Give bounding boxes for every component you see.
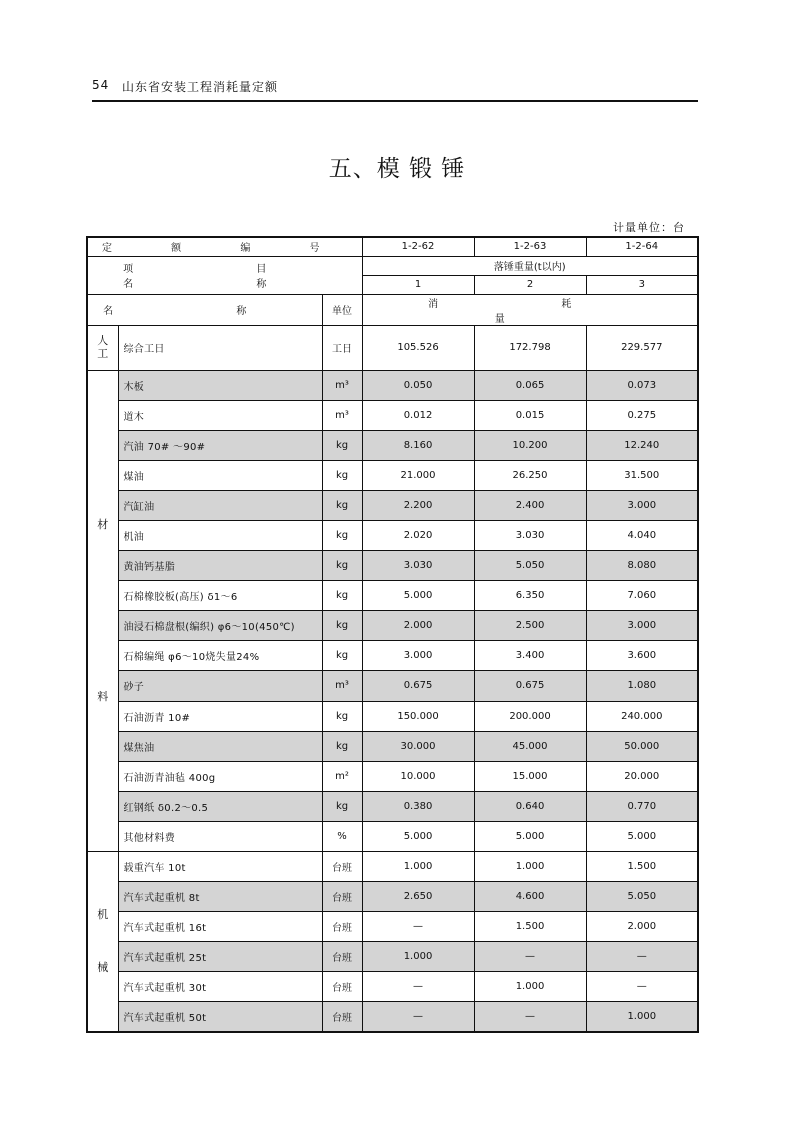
table-row xyxy=(87,882,698,912)
table-row xyxy=(87,490,698,520)
item-unit: m³ xyxy=(322,400,362,430)
item-label: 项 目 名 称 xyxy=(87,256,362,294)
table-row xyxy=(87,731,698,761)
item-unit: 台班 xyxy=(322,882,362,912)
consumption-value: 21.000 xyxy=(362,460,474,490)
table-row xyxy=(87,1002,698,1032)
table-row xyxy=(87,370,698,400)
weight-label: 落锤重量(t以内) xyxy=(362,256,698,275)
item-unit: 台班 xyxy=(322,912,362,942)
item-unit: kg xyxy=(322,791,362,821)
consumption-value: 105.526 xyxy=(362,325,474,370)
item-name: 煤焦油 xyxy=(118,731,322,761)
table-row xyxy=(87,581,698,611)
item-unit: kg xyxy=(322,731,362,761)
item-unit: 工日 xyxy=(322,325,362,370)
table-row xyxy=(87,430,698,460)
item-name: 汽车式起重机 30t xyxy=(118,972,322,1002)
weight-value: 3 xyxy=(586,275,698,294)
consumption-value: — xyxy=(586,972,698,1002)
category-label xyxy=(87,325,118,370)
consumption-value: 2.500 xyxy=(474,611,586,641)
table-row xyxy=(87,821,698,851)
consumption-value: 5.000 xyxy=(362,821,474,851)
consumption-value: 7.060 xyxy=(586,581,698,611)
consumption-value: 5.000 xyxy=(586,821,698,851)
item-name: 油浸石棉盘根(编织) φ6～10(450℃) xyxy=(118,611,322,641)
consumption-value: 1.000 xyxy=(362,852,474,882)
consumption-value: 0.015 xyxy=(474,400,586,430)
item-unit: m² xyxy=(322,761,362,791)
section-title: 五、模 锻 锤 xyxy=(328,156,466,182)
table-row xyxy=(87,912,698,942)
item-name: 煤油 xyxy=(118,460,322,490)
table-row xyxy=(87,972,698,1002)
item-unit: kg xyxy=(322,581,362,611)
consumption-value: 3.030 xyxy=(362,551,474,581)
consumption-value: 3.600 xyxy=(586,641,698,671)
category-label xyxy=(87,370,118,852)
category-char: 材 xyxy=(97,517,109,531)
quota-no: 1-2-64 xyxy=(586,237,698,256)
item-unit: kg xyxy=(322,611,362,641)
quota-no-row xyxy=(87,237,698,256)
table-row xyxy=(87,701,698,731)
item-name: 综合工日 xyxy=(118,325,322,370)
category-char: 机 xyxy=(97,908,109,922)
consumption-value: 26.250 xyxy=(474,460,586,490)
table-row xyxy=(87,551,698,581)
consumption-value: 1.000 xyxy=(474,972,586,1002)
quota-table xyxy=(86,236,699,1033)
consumption-value: 1.000 xyxy=(586,1002,698,1032)
category-char: 料 xyxy=(97,689,109,703)
consumption-value: 31.500 xyxy=(586,460,698,490)
consumption-value: 2.400 xyxy=(474,490,586,520)
consumption-value: 4.600 xyxy=(474,882,586,912)
table-row xyxy=(87,761,698,791)
consumption-value: 1.000 xyxy=(474,852,586,882)
consumption-value: 5.000 xyxy=(362,581,474,611)
item-name: 石棉编绳 φ6～10烧失量24% xyxy=(118,641,322,671)
unit-label: 单位 xyxy=(322,294,362,325)
item-unit: m³ xyxy=(322,671,362,701)
item-name: 石油沥青 10# xyxy=(118,701,322,731)
consumption-value: 5.000 xyxy=(474,821,586,851)
consumption-value: 1.000 xyxy=(362,942,474,972)
item-name: 汽车式起重机 25t xyxy=(118,942,322,972)
consumption-value: 4.040 xyxy=(586,520,698,550)
consumption-value: 0.050 xyxy=(362,370,474,400)
item-unit: kg xyxy=(322,641,362,671)
consumption-value: 229.577 xyxy=(586,325,698,370)
consumption-value: — xyxy=(362,912,474,942)
consumption-value: 3.030 xyxy=(474,520,586,550)
table-row xyxy=(87,671,698,701)
table-row xyxy=(87,460,698,490)
item-unit: 台班 xyxy=(322,972,362,1002)
page-number: 54 xyxy=(92,78,110,92)
table-row xyxy=(87,791,698,821)
item-unit: % xyxy=(322,821,362,851)
consumption-value: 3.000 xyxy=(362,641,474,671)
consumption-value: 2.000 xyxy=(586,912,698,942)
consumption-value: 1.500 xyxy=(586,852,698,882)
item-name: 汽车式起重机 16t xyxy=(118,912,322,942)
consumption-value: 0.675 xyxy=(362,671,474,701)
consumption-value: 20.000 xyxy=(586,761,698,791)
item-name: 石棉橡胶板(高压) δ1～6 xyxy=(118,581,322,611)
consumption-value: 0.275 xyxy=(586,400,698,430)
consumption-value: 3.000 xyxy=(586,490,698,520)
consumption-value: 5.050 xyxy=(474,551,586,581)
item-name: 汽油 70# ～90# xyxy=(118,430,322,460)
weight-header-row xyxy=(87,256,698,275)
consumption-value: 3.000 xyxy=(586,611,698,641)
item-name: 黄油钙基脂 xyxy=(118,551,322,581)
consumption-value: 12.240 xyxy=(586,430,698,460)
consumption-value: 0.640 xyxy=(474,791,586,821)
weight-value: 2 xyxy=(474,275,586,294)
item-unit: 台班 xyxy=(322,852,362,882)
category-label xyxy=(87,852,118,1033)
item-unit: kg xyxy=(322,551,362,581)
consumption-value: 1.500 xyxy=(474,912,586,942)
consumption-value: 5.050 xyxy=(586,882,698,912)
item-unit: kg xyxy=(322,460,362,490)
item-name: 红钢纸 δ0.2～0.5 xyxy=(118,791,322,821)
item-name: 机油 xyxy=(118,520,322,550)
unit-note: 计量单位：台 xyxy=(613,221,685,234)
consumption-value: 2.000 xyxy=(362,611,474,641)
item-name: 道木 xyxy=(118,400,322,430)
consumption-value: 30.000 xyxy=(362,731,474,761)
item-name: 汽车式起重机 8t xyxy=(118,882,322,912)
consumption-value: — xyxy=(586,942,698,972)
page-header xyxy=(92,74,698,102)
item-name: 载重汽车 10t xyxy=(118,852,322,882)
consumption-value: 45.000 xyxy=(474,731,586,761)
consumption-value: 3.400 xyxy=(474,641,586,671)
table-row xyxy=(87,520,698,550)
item-unit: 台班 xyxy=(322,942,362,972)
item-unit: m³ xyxy=(322,370,362,400)
item-unit: 台班 xyxy=(322,1002,362,1032)
consumption-value: 8.080 xyxy=(586,551,698,581)
item-unit: kg xyxy=(322,490,362,520)
consumption-value: 2.020 xyxy=(362,520,474,550)
item-unit: kg xyxy=(322,520,362,550)
consumption-value: 150.000 xyxy=(362,701,474,731)
consumption-value: 6.350 xyxy=(474,581,586,611)
consumption-value: — xyxy=(362,972,474,1002)
weight-value: 1 xyxy=(362,275,474,294)
quota-no: 1-2-63 xyxy=(474,237,586,256)
category-char: 械 xyxy=(97,960,109,974)
item-name: 汽车式起重机 50t xyxy=(118,1002,322,1032)
item-name: 汽缸油 xyxy=(118,490,322,520)
category-char: 工 xyxy=(97,346,109,360)
consumption-value: — xyxy=(362,1002,474,1032)
consumption-label: 消 耗 量 xyxy=(362,294,698,325)
consumption-value: 240.000 xyxy=(586,701,698,731)
item-name: 石油沥青油毡 400g xyxy=(118,761,322,791)
consumption-value: 1.080 xyxy=(586,671,698,701)
table-row xyxy=(87,400,698,430)
item-name: 其他材料费 xyxy=(118,821,322,851)
consumption-value: 2.650 xyxy=(362,882,474,912)
consumption-value: 172.798 xyxy=(474,325,586,370)
consumption-value: 0.012 xyxy=(362,400,474,430)
consumption-value: 0.065 xyxy=(474,370,586,400)
consumption-value: 200.000 xyxy=(474,701,586,731)
consumption-value: 2.200 xyxy=(362,490,474,520)
item-unit: kg xyxy=(322,701,362,731)
table-row xyxy=(87,942,698,972)
consumption-value: — xyxy=(474,942,586,972)
name-label: 名 称 xyxy=(87,294,322,325)
consumption-value: — xyxy=(474,1002,586,1032)
column-header-row xyxy=(87,294,698,325)
table-row xyxy=(87,325,698,370)
consumption-value: 0.770 xyxy=(586,791,698,821)
consumption-value: 10.200 xyxy=(474,430,586,460)
item-name: 砂子 xyxy=(118,671,322,701)
item-unit: kg xyxy=(322,430,362,460)
consumption-value: 50.000 xyxy=(586,731,698,761)
item-name: 木板 xyxy=(118,370,322,400)
quota-no: 1-2-62 xyxy=(362,237,474,256)
consumption-value: 0.380 xyxy=(362,791,474,821)
quota-no-label: 定 额 编 号 xyxy=(87,237,362,256)
book-title: 山东省安装工程消耗量定额 xyxy=(122,80,279,94)
consumption-value: 8.160 xyxy=(362,430,474,460)
consumption-value: 15.000 xyxy=(474,761,586,791)
category-char: 人 xyxy=(97,334,109,348)
table-row xyxy=(87,641,698,671)
table-row xyxy=(87,852,698,882)
table-row xyxy=(87,611,698,641)
consumption-value: 0.073 xyxy=(586,370,698,400)
consumption-value: 0.675 xyxy=(474,671,586,701)
consumption-value: 10.000 xyxy=(362,761,474,791)
